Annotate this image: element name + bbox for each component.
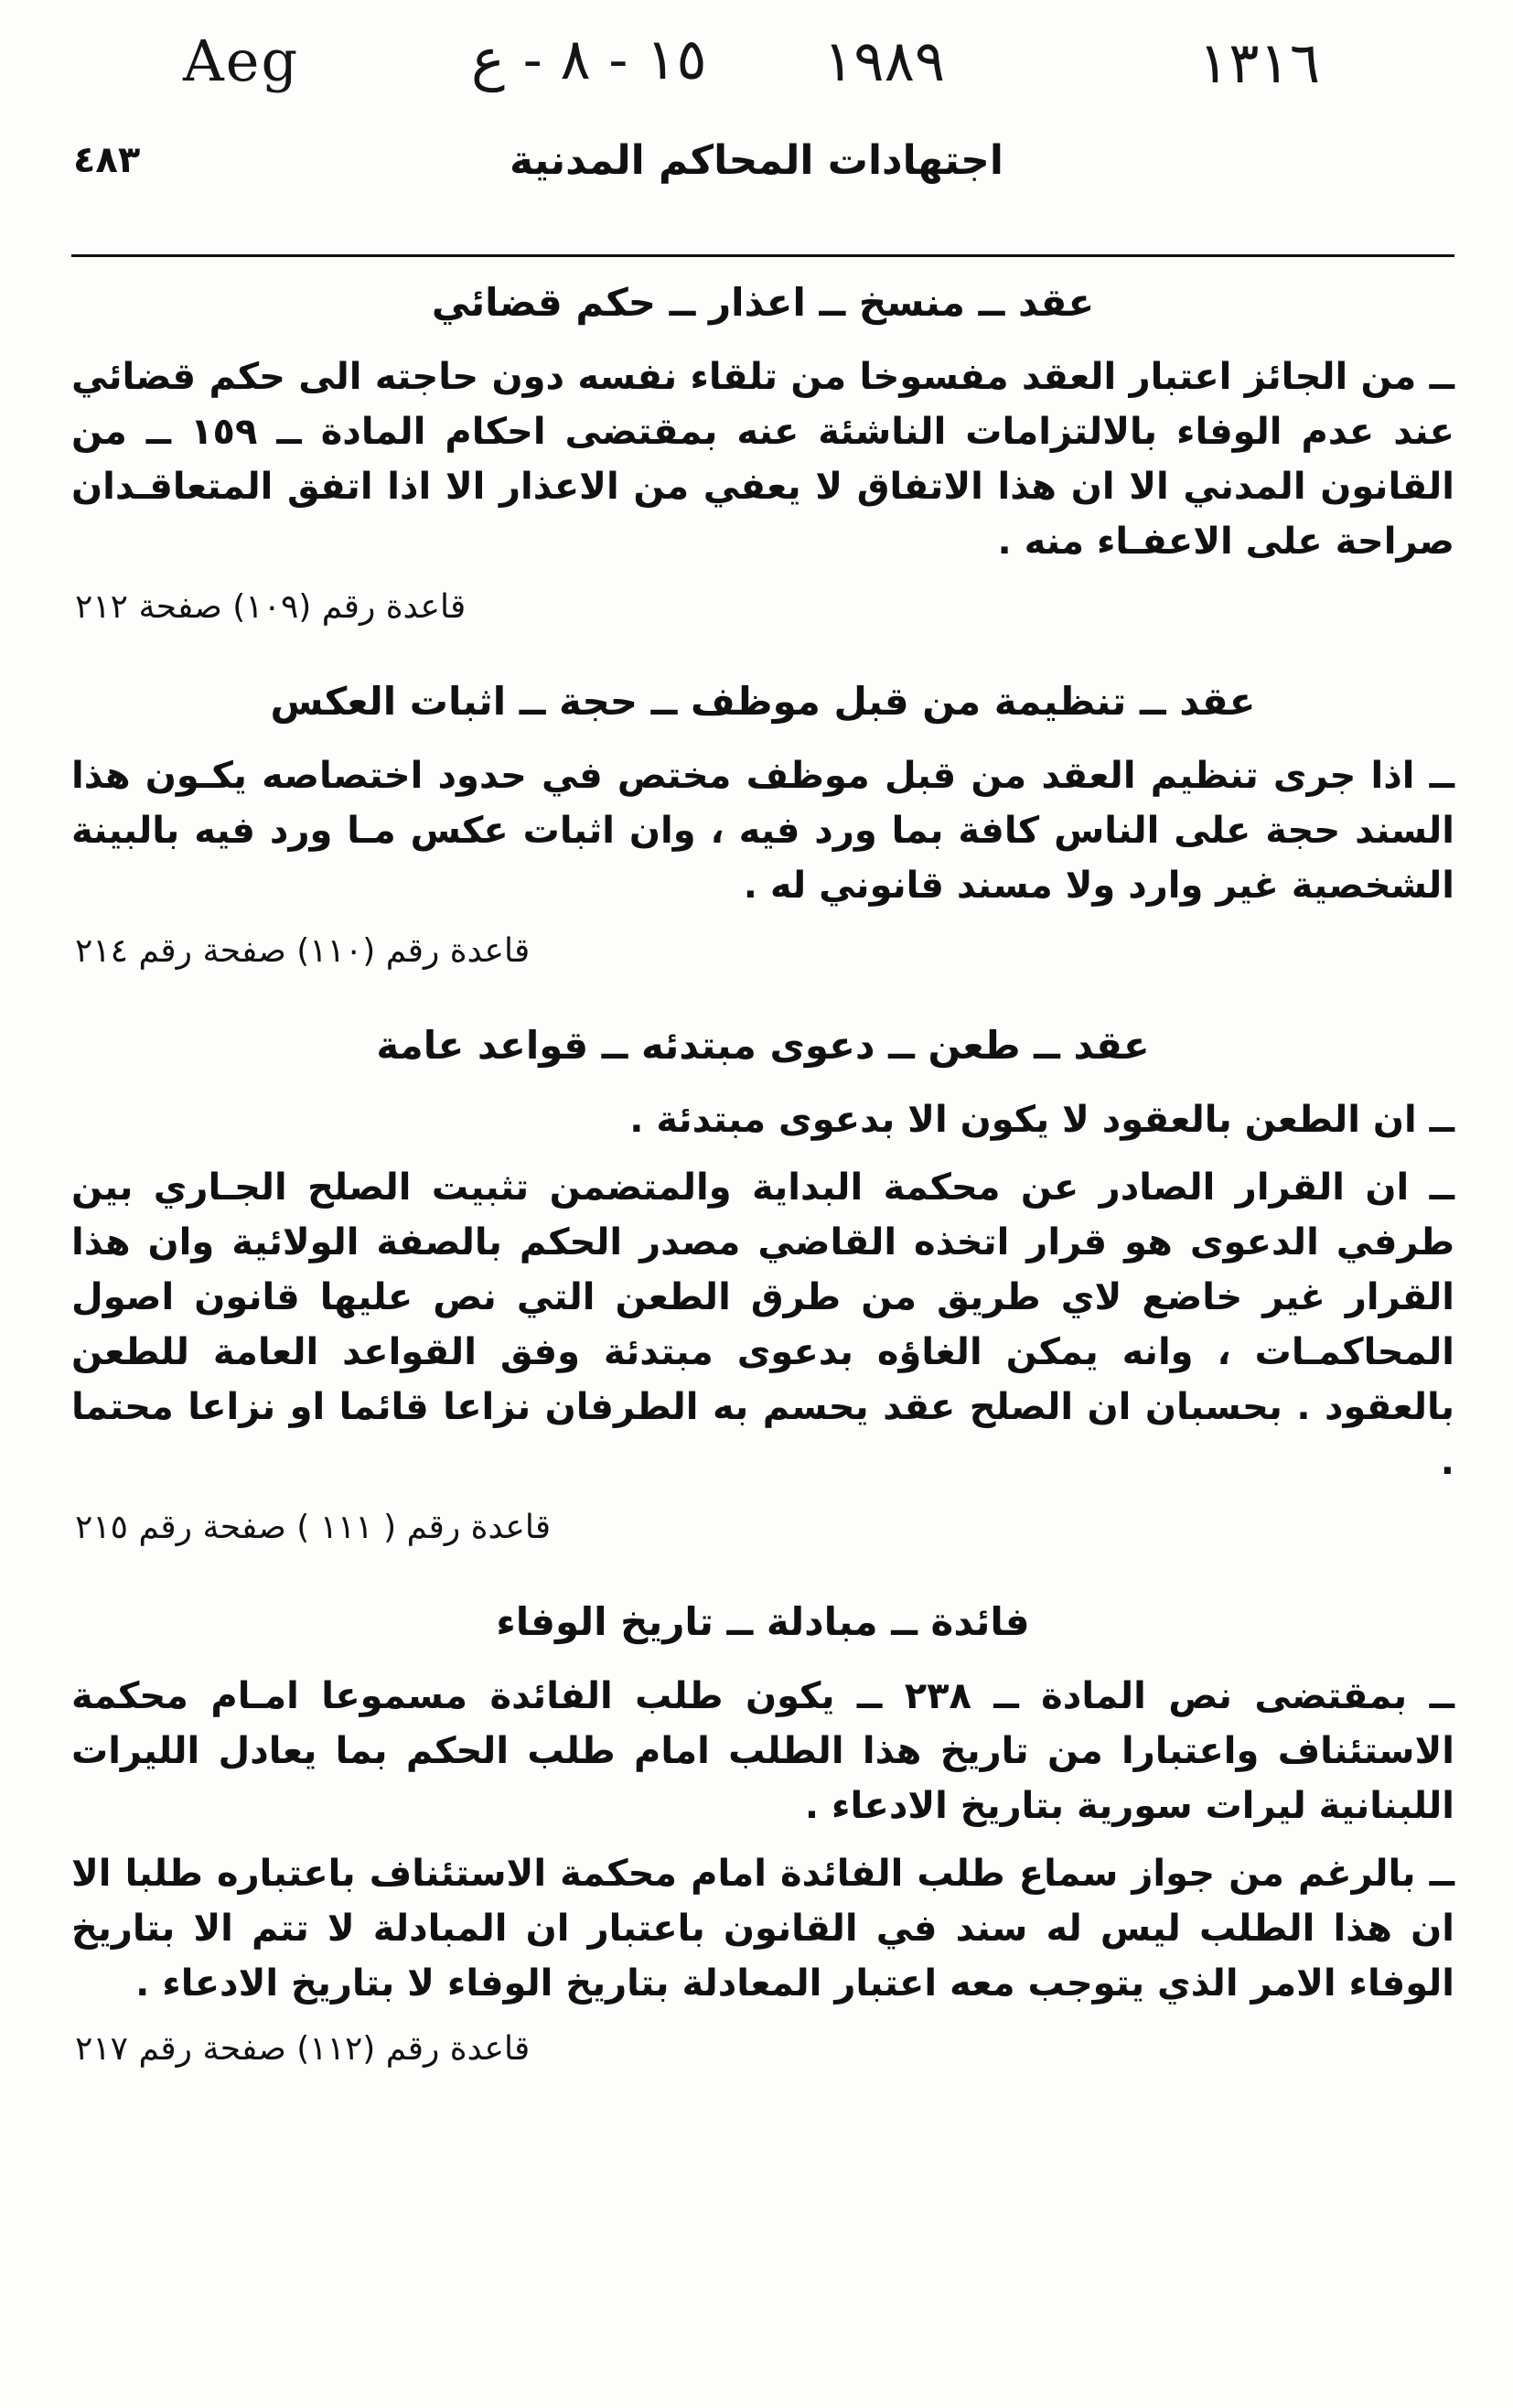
section-title: عقد ــ منسخ ــ اعذار ــ حكم قضائي xyxy=(431,280,1095,325)
rule-reference: قاعدة رقم ( ١١١ ) صفحة رقم ٢١٥ xyxy=(75,1509,552,1546)
section-title: فائدة ــ مبادلة ــ تاريخ الوفاء xyxy=(496,1599,1030,1644)
handwritten-reference: Aeg xyxy=(183,27,300,94)
ruling-paragraph: ــ ان القرار الصادر عن محكمة البداية والمتضمن تثبيت الصلح الجـاري بين طرفي الدعوى هو قرار اتخذه القاضي مصدر الحكم بالصفة الولائية وان هذا القرار غير خاضع لاي طريق من طرق الطعن التي نص عليها قانون اصول المحاكمـات ، وانه يمكن الغاؤه بدعوى مبتدئة وفق القواعد العامة للطعن بالعقود . بحسبان ان الصلح عقد يحسم به الطرفان نزاعا قائما او نزاعا محتما . xyxy=(71,1166,1454,1483)
rule-reference: قاعدة رقم (١١٢) صفحة رقم ٢١٧ xyxy=(75,2030,531,2068)
ruling-section xyxy=(71,1594,1454,2075)
ruling-paragraph: ــ بمقتضى نص المادة ــ ٢٣٨ ــ يكون طلب الفائدة مسموعا امـام محكمة الاستئناف واعتبارا من تاريخ هذا الطلب امام طلب الحكم بما يعادل الليرات اللبنانية ليرات سورية بتاريخ الادعاء . xyxy=(71,1675,1454,1827)
header-divider xyxy=(71,254,1454,257)
rule-reference: قاعدة رقم (١٠٩) صفحة ٢١٢ xyxy=(75,588,467,626)
ruling-section xyxy=(71,1017,1454,1553)
page-number: ٤٨٣ xyxy=(73,139,141,181)
section-title: عقد ــ تنظيمة من قبل موظف ــ حجة ــ اثبات العكس xyxy=(270,679,1256,724)
handwritten-number: ١٣١٦ xyxy=(1198,29,1321,96)
ruling-section xyxy=(71,274,1454,633)
handwritten-date: ١٥ - ٨ - ع xyxy=(471,26,707,92)
ruling-paragraph: ــ ان الطعن بالعقود لا يكون الا بدعوى مبتدئة . xyxy=(629,1099,1454,1141)
section-title: عقد ــ طعن ــ دعوى مبتدئه ــ قواعد عامة xyxy=(376,1023,1150,1068)
ruling-paragraph: ــ بالرغم من جواز سماع طلب الفائدة امام محكمة الاستئناف باعتباره طلبا الا ان هذا الطلب ليس له سند في القانون باعتبار ان المبادلة لا تتم الا بتاريخ الوفاء الامر الذي يتوجب معه اعتبار المعادلة بتاريخ الوفاء لا بتاريخ الادعاء . xyxy=(71,1853,1454,2005)
ruling-paragraph: ــ اذا جرى تنظيم العقد من قبل موظف مختص في حدود اختصاصه يكـون هذا السند حجة على الناس كافة بما ورد فيه ، وان اثبات عكس مـا ورد فيه بالبينة الشخصية غير وارد ولا مسند قانوني له . xyxy=(71,755,1454,907)
handwritten-year: ١٩٨٩ xyxy=(823,27,946,94)
running-title: اجتهادات المحاكم المدنية xyxy=(510,137,1003,184)
ruling-paragraph: ــ من الجائز اعتبار العقد مفسوخا من تلقاء نفسه دون حاجته الى حكم قضائي عند عدم الوفاء بالالتزامات الناشئة عنه بمقتضى احكام المادة ــ ١٥٩ ــ من القانون المدني الا ان هذا الاتفاق لا يعفي من الاعذار الا اذا اتفق المتعاقـدان صراحة على الاعفـاء منه . xyxy=(71,356,1454,563)
main-content xyxy=(71,274,1454,2115)
rule-reference: قاعدة رقم (١١٠) صفحة رقم ٢١٤ xyxy=(75,932,531,970)
ruling-section xyxy=(71,673,1454,977)
